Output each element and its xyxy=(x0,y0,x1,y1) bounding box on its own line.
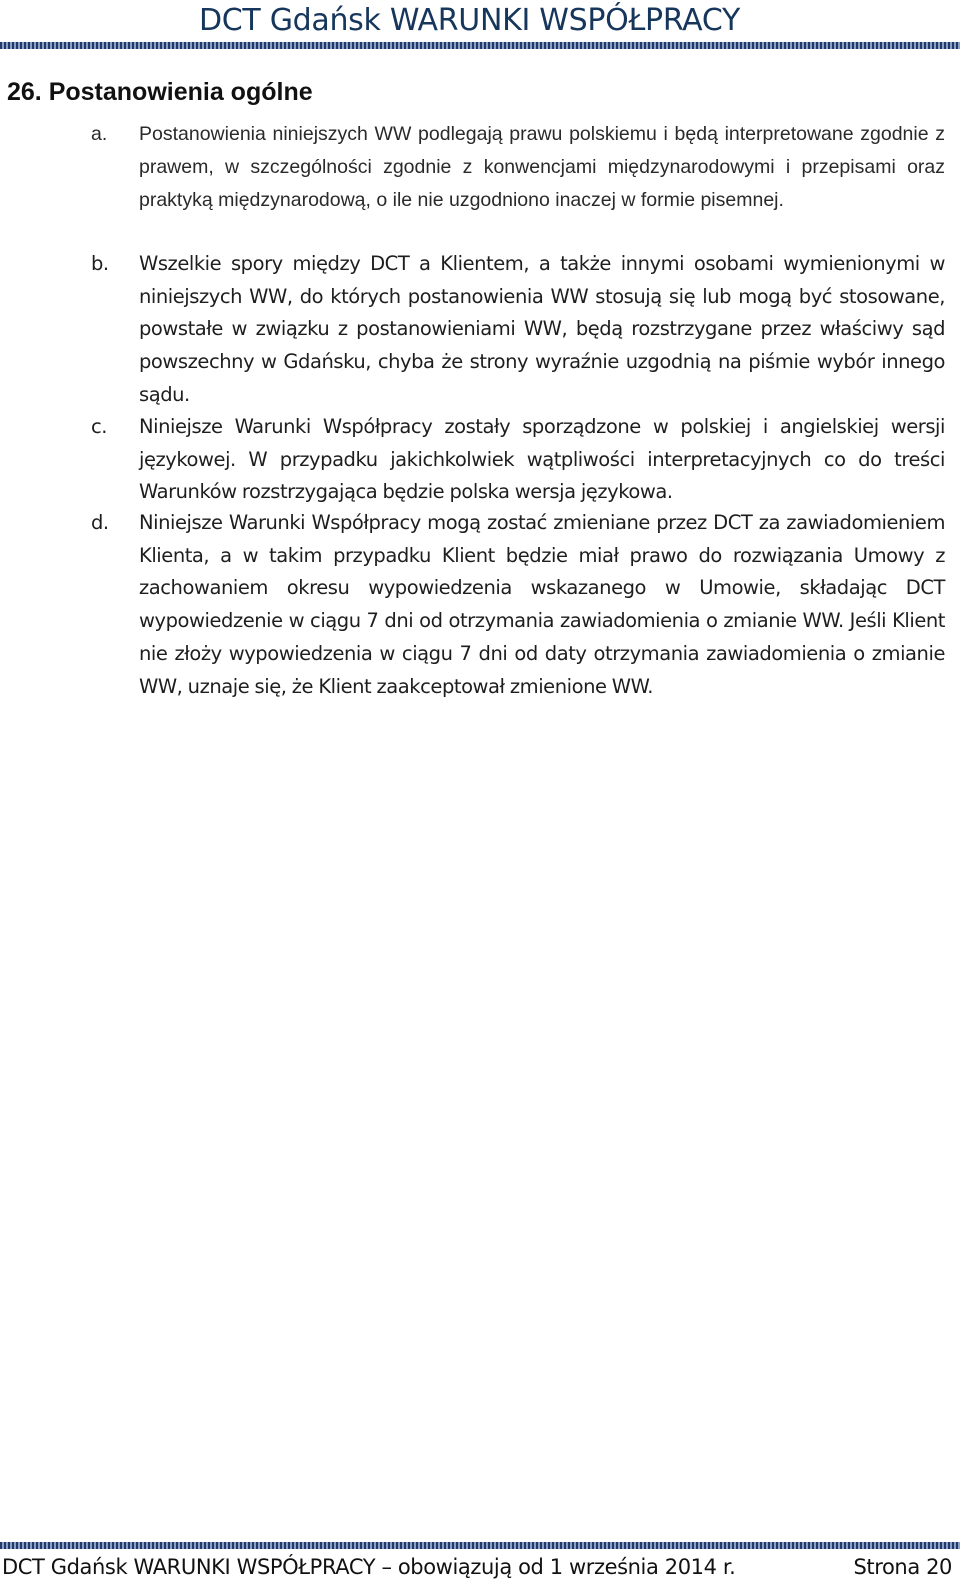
footer-document-info: DCT Gdańsk WARUNKI WSPÓŁPRACY – obowiązują od 1 września 2014 r. xyxy=(2,1555,736,1579)
list-item-d xyxy=(91,507,945,703)
section-heading: 26. Postanowienia ogólne xyxy=(7,78,313,106)
list-item-text: Wszelkie spory między DCT a Klientem, a także innymi osobami wymienionymi w niniejszych WW, do których postanowienia WW stosują się lub mogą być stosowane, powstałe w związku z postanowieniami WW, będą rozstrzygane przez właściwy sąd powszechny w Gdańsku, chyba że strony wyraźnie uzgodnią na piśmie wybór innego sądu. xyxy=(139,252,945,406)
list-item-b xyxy=(91,248,945,412)
list-item-text: Niniejsze Warunki Współpracy mogą zostać zmieniane przez DCT za zawiadomieniem Klienta, a w takim przypadku Klient będzie miał prawo do rozwiązania Umowy z zachowaniem okresu wypowiedzenia wskazanego w Umowie, składając DCT wypowiedzenie w ciągu 7 dni od otrzymania zawiadomienia o zmianie WW. Jeśli Klient nie złoży wypowiedzenia w ciągu 7 dni od daty otrzymania zawiadomienia o zmianie WW, uznaje się, że Klient zaakceptował zmienione WW. xyxy=(139,511,945,698)
footer-divider xyxy=(0,1542,960,1549)
list-item-label: c. xyxy=(91,415,108,438)
list-item-a xyxy=(91,118,945,217)
list-item-text: Niniejsze Warunki Współpracy zostały sporządzone w polskiej i angielskiej wersji językowej. W przypadku jakichkolwiek wątpliwości interpretacyjnych co do treści Warunków rozstrzygająca będzie polska wersja językowa. xyxy=(139,415,945,504)
list-item-label: a. xyxy=(91,123,108,145)
list-item-label: d. xyxy=(91,511,109,534)
header-divider xyxy=(0,42,960,49)
list-item-text: Postanowienia niniejszych WW podlegają prawu polskiemu i będą interpretowane zgodnie z prawem, w szczególności zgodnie z konwencjami międzynarodowymi i przepisami oraz praktyką międzynarodową, o ile nie uzgodniono inaczej w formie pisemnej. xyxy=(139,123,945,211)
list-item-label: b. xyxy=(91,252,109,275)
running-header-title: DCT Gdańsk WARUNKI WSPÓŁPRACY xyxy=(198,3,740,38)
page-number: Strona 20 xyxy=(853,1555,952,1579)
page-footer xyxy=(2,1550,952,1584)
list-item-c xyxy=(91,411,945,509)
